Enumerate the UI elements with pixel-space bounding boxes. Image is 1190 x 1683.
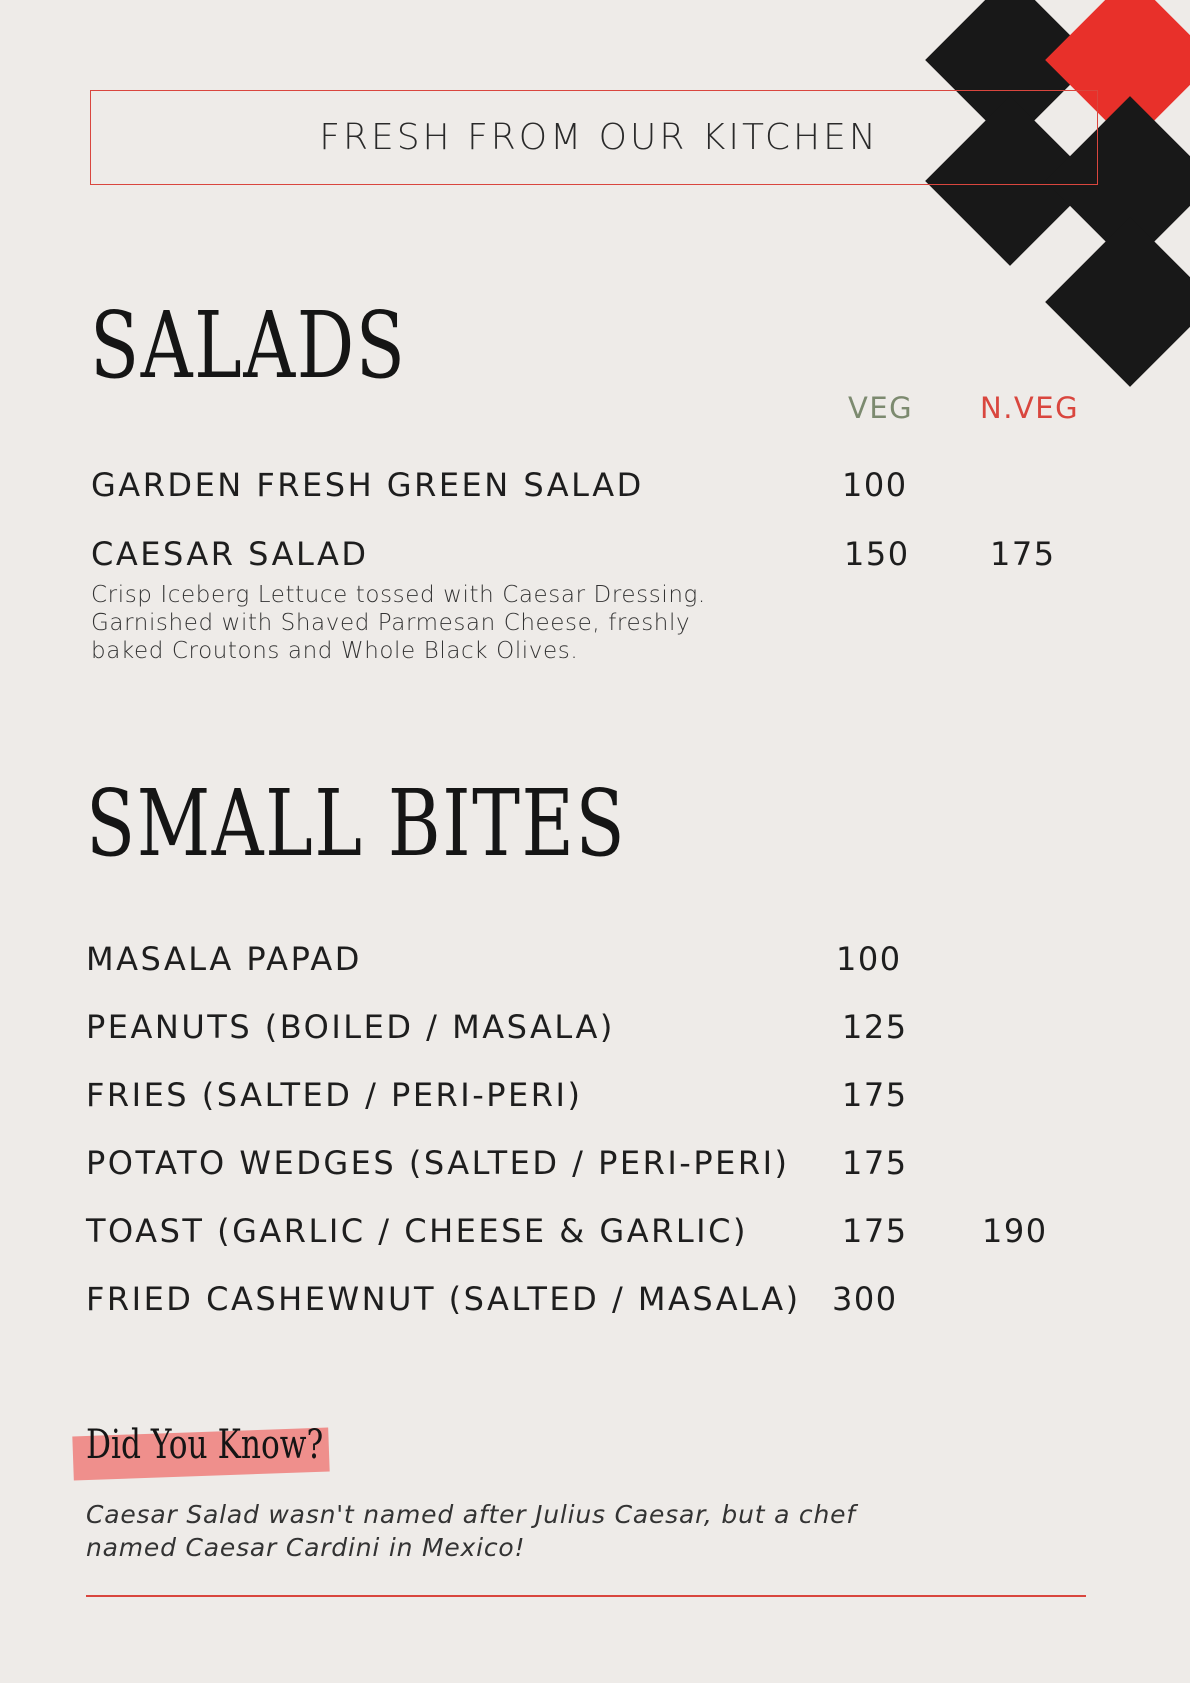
menu-item-price-veg: 175 bbox=[842, 1144, 908, 1182]
header-title: FRESH FROM OUR KITCHEN bbox=[319, 117, 879, 158]
decorative-diamond-black bbox=[1045, 217, 1190, 387]
menu-item-name: POTATO WEDGES (SALTED / PERI-PERI) bbox=[86, 1144, 790, 1182]
menu-item-price-nonveg: 175 bbox=[990, 535, 1056, 573]
did-you-know-title: Did You Know? bbox=[86, 1422, 324, 1468]
column-header-nonveg: N.VEG bbox=[980, 391, 1080, 425]
menu-item-price-veg: 125 bbox=[842, 1008, 908, 1046]
section-title-salads: SALADS bbox=[90, 292, 407, 399]
menu-item-price-nonveg: 190 bbox=[982, 1212, 1048, 1250]
menu-item-name: MASALA PAPAD bbox=[86, 940, 362, 978]
menu-item-name: GARDEN FRESH GREEN SALAD bbox=[91, 466, 644, 504]
menu-item-name: TOAST (GARLIC / CHEESE & GARLIC) bbox=[86, 1212, 748, 1250]
menu-item-price-veg: 150 bbox=[844, 535, 910, 573]
menu-item-price-veg: 175 bbox=[842, 1076, 908, 1114]
menu-item-price-veg: 300 bbox=[832, 1280, 898, 1318]
section-title-small-bites: SMALL BITES bbox=[86, 770, 627, 877]
menu-item-name: FRIED CASHEWNUT (SALTED / MASALA) bbox=[86, 1280, 801, 1318]
menu-item-description: Crisp Iceberg Lettuce tossed with Caesar Dressing. Garnished with Shaved Parmesan Cheese, freshly baked Croutons and Whole Black Olives. bbox=[91, 582, 706, 664]
menu-item-price-veg: 175 bbox=[842, 1212, 908, 1250]
menu-item-name: CAESAR SALAD bbox=[91, 535, 369, 573]
did-you-know-text: Caesar Salad wasn't named after Julius Caesar, but a chef named Caesar Cardini in Mexico! bbox=[86, 1500, 856, 1562]
menu-item-name: FRIES (SALTED / PERI-PERI) bbox=[86, 1076, 583, 1114]
header-banner bbox=[90, 90, 1098, 185]
menu-item-name: PEANUTS (BOILED / MASALA) bbox=[86, 1008, 615, 1046]
menu-item-price-veg: 100 bbox=[836, 940, 902, 978]
menu-item-price-veg: 100 bbox=[842, 466, 908, 504]
column-header-veg: VEG bbox=[848, 391, 914, 425]
footer-divider bbox=[86, 1595, 1086, 1597]
